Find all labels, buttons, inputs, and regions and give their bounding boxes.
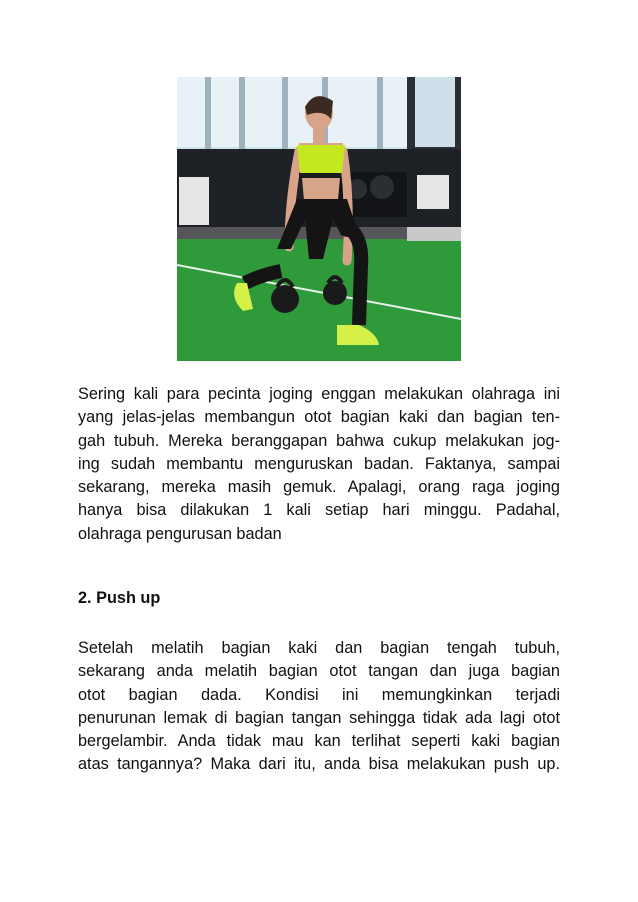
paragraph-line: Sering kali para pecinta joging enggan melakukan olahraga ini (78, 385, 560, 403)
paragraph-line: yang jelas-jelas membangun otot bagian kaki dan bagian ten- (78, 408, 560, 427)
paragraph-line: sekarang anda melatih bagian otot tangan dan juga bagian (78, 662, 560, 681)
paragraph-line: ing sudah membantu menguruskan badan. Faktanya, sampai (78, 454, 560, 473)
paragraph-line: sekarang, mereka masih gemuk. Apalagi, orang raga joging (78, 478, 560, 497)
paragraph-line: otot bagian dada. Kondisi ini memungkinkan terjadi (78, 685, 560, 704)
paragraph-line: atas tangannya? Maka dari itu, anda bisa melakukan push up. (78, 755, 560, 774)
section-heading: 2. Push up (78, 589, 161, 607)
paragraph-line: penurunan lemak di bagian tangan sehingga tidak ada lagi otot (78, 708, 560, 727)
paragraph-intro (78, 383, 560, 546)
exercise-photo (177, 77, 461, 361)
paragraph-push-up (78, 637, 560, 777)
paragraph-line: hanya bisa dilakukan 1 kali setiap hari minggu. Padahal, (78, 501, 560, 520)
paragraph-line: bergelambir. Anda tidak mau kan terlihat seperti kaki bagian (78, 732, 560, 751)
paragraph-line: Setelah melatih bagian kaki dan bagian tengah tubuh, (78, 639, 560, 657)
paragraph-line: gah tubuh. Mereka beranggapan bahwa cukup melakukan jog- (78, 431, 560, 450)
paragraph-line: olahraga pengurusan badan (78, 524, 282, 543)
